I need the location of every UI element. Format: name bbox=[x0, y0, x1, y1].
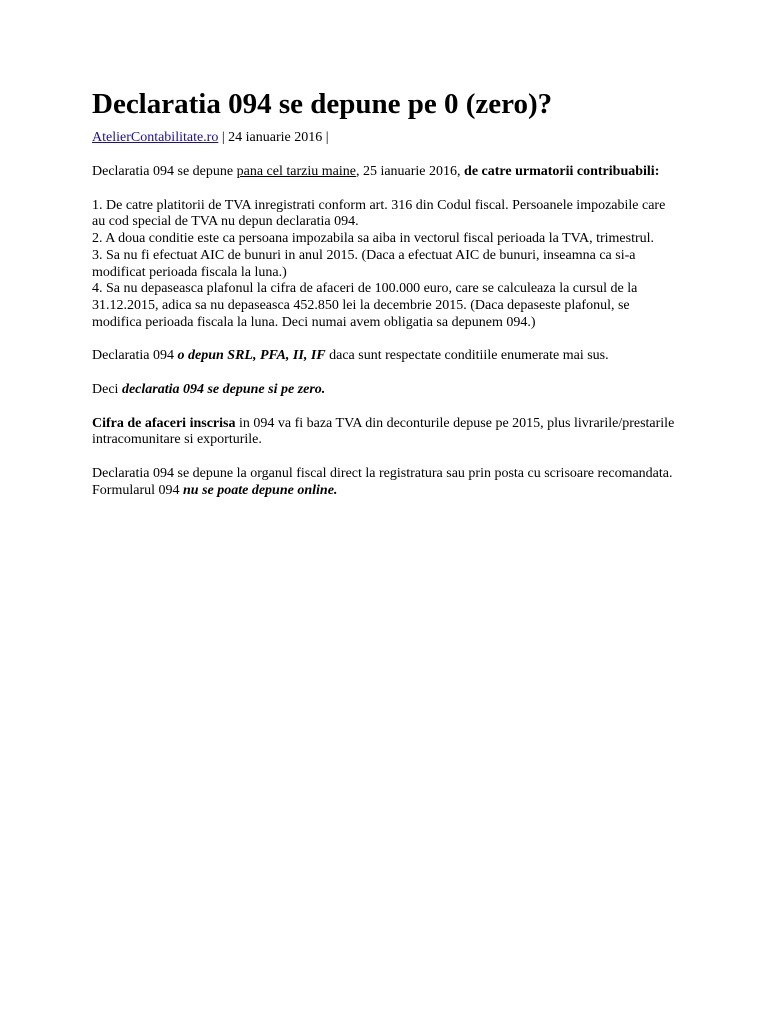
who-files-emphasis: o depun SRL, PFA, II, IF bbox=[177, 348, 326, 364]
who-files-paragraph bbox=[92, 348, 682, 365]
who-files-text-end: daca sunt respectate conditiile enumerate mai sus. bbox=[325, 348, 609, 364]
turnover-paragraph bbox=[92, 416, 682, 449]
meta-separator-end: | bbox=[322, 130, 329, 145]
submission-paragraph bbox=[92, 466, 682, 499]
list-item: 3. Sa nu fi efectuat AIC de bunuri in anul 2015. (Daca a efectuat AIC de bunuri, inseamna ca si-a modificat perioada fiscala la luna.) bbox=[92, 247, 636, 280]
page-title: Declaratia 094 se depune pe 0 (zero)? bbox=[92, 88, 553, 120]
intro-paragraph bbox=[92, 164, 682, 181]
turnover-text: in 094 va fi baza TVA din deconturile depuse pe 2015, plus livrarile/prestarile intracomunitare si exporturile. bbox=[92, 415, 675, 448]
submission-text: Declaratia 094 se depune la organul fiscal direct la registratura sau prin posta cu scrisoare recomandata. Formularul 094 bbox=[92, 466, 673, 498]
intro-bold-text: de catre urmatorii contribuabili: bbox=[464, 164, 660, 179]
article bbox=[92, 86, 682, 500]
zero-filing-text: Deci bbox=[92, 382, 122, 398]
submission-emphasis: nu se poate depune online. bbox=[183, 482, 338, 498]
article-meta bbox=[92, 130, 682, 146]
intro-date-text: , 25 ianuarie 2016, bbox=[355, 164, 465, 179]
turnover-bold-text: Cifra de afaceri inscrisa bbox=[92, 415, 236, 431]
zero-filing-paragraph bbox=[92, 382, 682, 399]
intro-text: Declaratia 094 se depune bbox=[92, 164, 237, 179]
list-item: 1. De catre platitorii de TVA inregistrati conform art. 316 din Codul fiscal. Persoanele impozabile care au cod special de TVA nu depun declaratia 094. bbox=[92, 197, 666, 230]
zero-filing-emphasis: declaratia 094 se depune si pe zero. bbox=[121, 382, 326, 398]
publish-date: 24 ianuarie 2016 bbox=[228, 130, 323, 145]
list-item: 4. Sa nu depaseasca plafonul la cifra de afaceri de 100.000 euro, care se calculeaza la cursul de la 31.12.2015, adica sa nu depaseasca 452.850 lei la decembrie 2015. (Daca depaseste plafonul, se modifica perioada fiscala la luna. Deci numai avem obligatia sa depunem 094.) bbox=[92, 281, 638, 330]
source-link[interactable]: AtelierContabilitate.ro bbox=[92, 130, 219, 145]
list-item: 2. A doua conditie este ca persoana impozabila sa aiba in vectorul fiscal perioada la TVA, trimestrul. bbox=[92, 231, 655, 247]
who-files-text: Declaratia 094 bbox=[92, 348, 178, 364]
conditions-list bbox=[92, 198, 682, 332]
deadline-text: pana cel tarziu maine bbox=[236, 164, 356, 179]
meta-separator: | bbox=[218, 130, 229, 145]
